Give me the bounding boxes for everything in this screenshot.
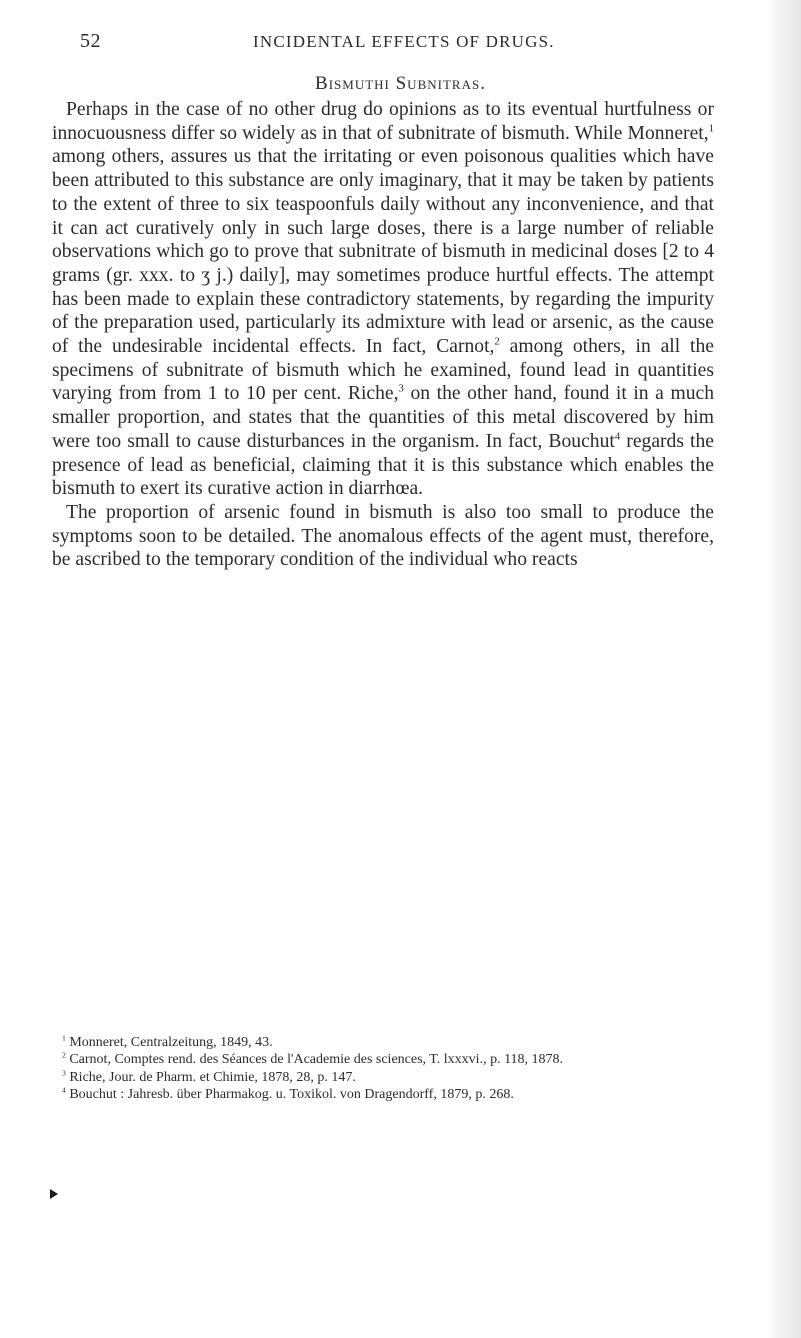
text-segment: among others, assures us that the irritating or even poisonous qualities which have been attributed to this substance are only imaginary, that it may be taken by patients to the extent of three to six teaspoonfuls daily without any inconvenience, and that it can act curatively only in such large doses, there is a large number of reliable observations which go to prove that subnitrate of bismuth in medicinal doses [2 to 4 grams (gr. xxx. to ʒ j.) daily], may sometimes produce hurtful effects. The attempt has been made to explain these contradictory statements, by regarding the impurity of the preparation used, particularly its admixture with lead or arsenic, as the cause of the undesirable incidental effects. In fact, Carnot,	[52, 146, 714, 358]
text-segment: regards the presence of lead as beneficial, claiming that it is this substance which enables the bismuth to exert its curative action in diarrhœa.	[52, 430, 714, 500]
footnote-marker: 3	[398, 382, 404, 395]
page-marker-arrow-icon	[50, 1189, 58, 1199]
footnote-number: 3	[62, 1067, 66, 1077]
footnote-marker: 2	[494, 335, 500, 348]
text-segment: The proportion of arsenic found in bismuth is also too small to produce the symptoms soon to be detailed. The anomalous effects of the agent must, therefore, be ascribed to the temporary condition of the individual who reacts	[52, 501, 714, 571]
body-text	[52, 98, 714, 572]
footnote-number: 2	[62, 1050, 66, 1060]
footnote	[52, 1069, 714, 1086]
text-segment: on the other hand, found it in a much smaller proportion, and states that the quantities of this metal discovered by him were too small to cause disturbances in the organism. In fact, Bouchut	[52, 383, 714, 452]
running-head: INCIDENTAL EFFECTS OF DRUGS.	[253, 32, 555, 51]
footnote-marker: 4	[614, 430, 621, 443]
footnote	[52, 1051, 714, 1068]
footnote-text: Carnot, Comptes rend. des Séances de l'Academie des sciences, T. lxxxvi., p. 118, 1878.	[65, 1052, 564, 1068]
paragraph	[52, 98, 714, 501]
footnote-text: Bouchut : Jahresb. über Pharmakog. u. Toxikol. von Dragendorff, 1879, p. 268.	[65, 1086, 514, 1102]
page-number: 52	[80, 30, 101, 52]
section-title: Bismuthi Subnitras.	[315, 73, 486, 94]
paragraph	[52, 501, 714, 572]
page-edge-shadow	[767, 0, 801, 1338]
footnote-text: Monneret, Centralzeitung, 1849, 43.	[65, 1035, 273, 1050]
footnote	[52, 1086, 714, 1103]
footnotes	[52, 1034, 714, 1103]
footnote	[52, 1034, 714, 1051]
footnote-number: 1	[62, 1033, 66, 1043]
text-segment: Perhaps in the case of no other drug do opinions as to its eventual hurtfulness or innocuousness differ so widely as in that of subnitrate of bismuth. While Monneret,	[52, 99, 714, 144]
footnote-marker: 1	[708, 122, 714, 135]
footnote-number: 4	[62, 1085, 66, 1095]
footnote-text: Riche, Jour. de Pharm. et Chimie, 1878, 28, p. 147.	[65, 1069, 356, 1085]
page-header	[80, 30, 680, 54]
footnote-rule	[52, 1031, 714, 1032]
text-segment: among others, in all the specimens of subnitrate of bismuth which he examined, found lead in quantities varying from from 1 to 10 per cent. Riche,	[52, 336, 714, 405]
